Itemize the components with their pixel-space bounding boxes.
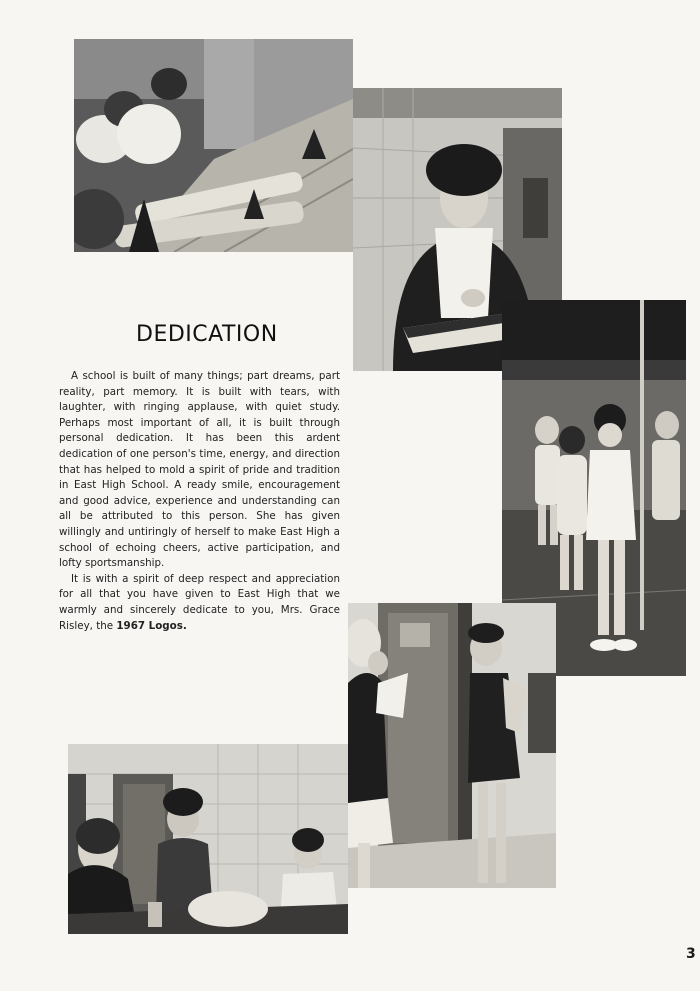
- photo-students-gym-floor: [74, 39, 353, 252]
- photo-teacher-doorway-icon: [348, 603, 556, 888]
- photo-teacher-doorway: [348, 603, 556, 888]
- page-number: 3: [686, 946, 696, 962]
- page-title: DEDICATION: [136, 322, 278, 347]
- photo-students-table: [68, 744, 348, 934]
- photo-students-table-icon: [68, 744, 348, 934]
- photo-students-gym-floor-icon: [74, 39, 353, 252]
- dedication-body: [59, 369, 340, 634]
- dedication-paragraph-1: A school is built of many things; part dreams, part reality, part memory. It is built with tears, with laughter, with ringing applause, with quiet study. Perhaps most important of all, it is built through personal dedication. It has been this ardent dedication of one person's time, energy, and direction that has helped to mold a spirit of pride and tradition in East High School. A ready smile, encouragement and good advice, experience and understanding can all be attributed to this person. She has given willingly and untiringly of herself to make East High a school of echoing cheers, active participation, and lofty sportsmanship.: [59, 370, 340, 570]
- dedication-paragraph-2: [59, 572, 340, 634]
- dedication-paragraph-2-lead: It is with a spirit of deep respect and appreciation for all that you have given to East High that we warmly and sincerely dedicate to you, Mrs. Grace Risley, the: [59, 572, 340, 632]
- yearbook-name: 1967 Logos.: [116, 619, 187, 632]
